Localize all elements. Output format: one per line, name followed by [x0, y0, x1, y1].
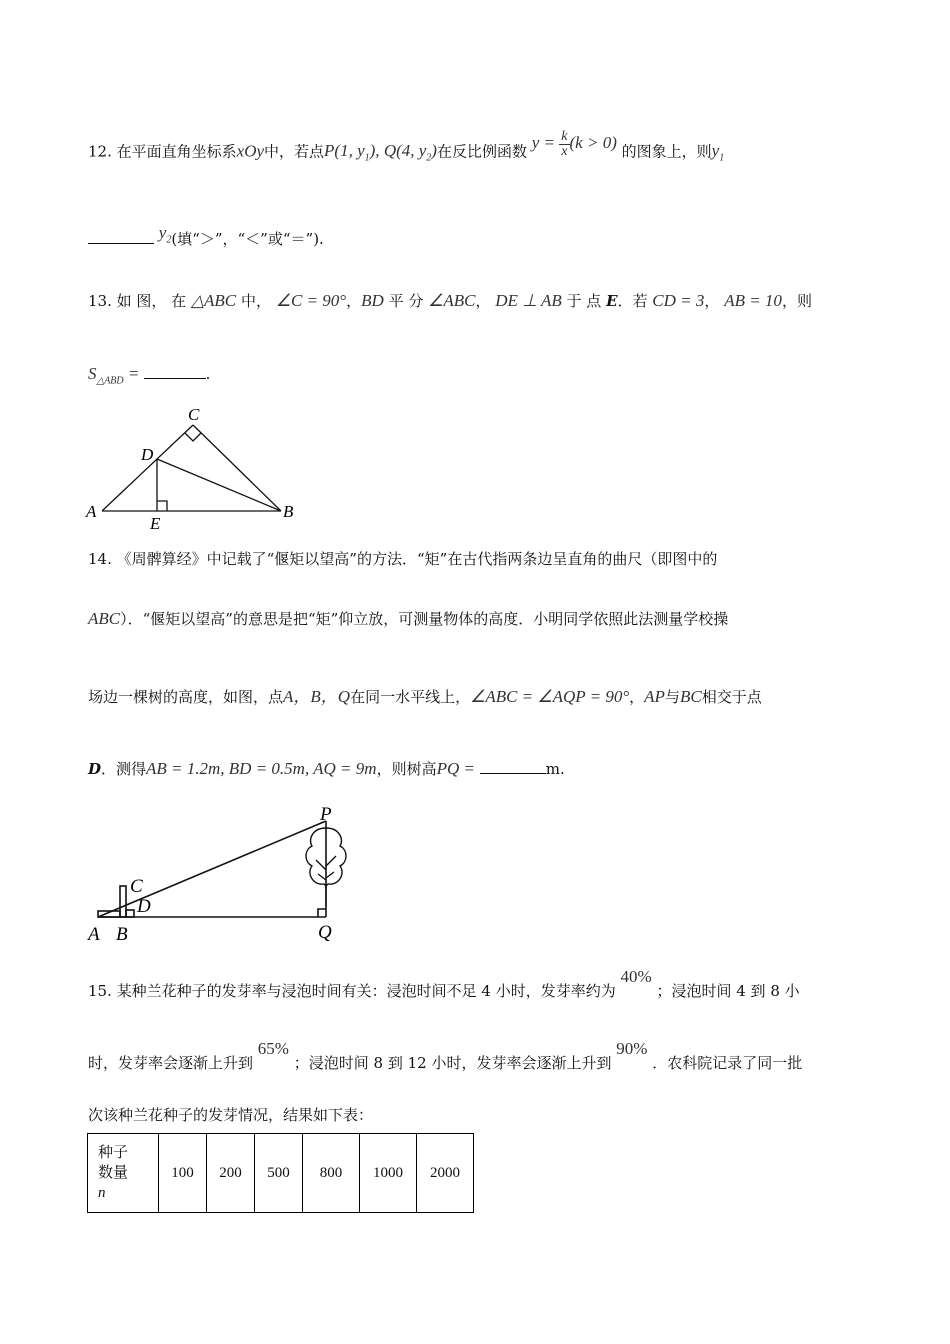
- segment-db: [157, 459, 281, 511]
- q14-line2: ABC）．“偃矩以望高”的意思是把“矩”仰立放，可测量物体的高度．小明同学依照此法测量学校操: [88, 609, 729, 628]
- q13-line2: $S_{\triangle ABD}$ = .: [88, 364, 211, 387]
- q12-line2: $y_2$(填“＞”，“＜”或“＝”).: [88, 228, 324, 251]
- label-a: A: [88, 924, 100, 945]
- table-cell: 500: [255, 1134, 303, 1213]
- right-angle-e: [157, 501, 167, 511]
- right-angle-q: [318, 909, 326, 917]
- ruler-vertical: [120, 886, 126, 917]
- answer-blank[interactable]: [480, 773, 546, 774]
- q14-line4: D．测得AB = 1.2m, BD = 0.5m, AQ = 9m，则树高PQ = m.: [88, 759, 565, 778]
- label-d: D: [141, 445, 154, 464]
- q13-line1: 13. 如 图， 在 △ABC 中， ∠C = 90°，BD 平 分 ∠ABC， DE ⊥ AB 于 点 E．若 CD = 3， AB = 10，则: [88, 291, 812, 310]
- q15-line3: 次该种兰花种子的发芽情况，结果如下表：: [88, 1106, 374, 1124]
- label-q: Q: [318, 922, 332, 943]
- right-angle-b: [126, 910, 134, 917]
- label-b: B: [116, 924, 128, 945]
- label-a: A: [86, 502, 97, 521]
- table-cell: 200: [207, 1134, 255, 1213]
- label-p: P: [320, 804, 332, 825]
- table-cell: 100: [159, 1134, 207, 1213]
- answer-blank[interactable]: [144, 378, 206, 379]
- q12-line1: 12. 在平面直角坐标系xOy中，若点P(1, $y_1$), Q(4, $y_2$)在反比例函数 y = $\frac{k}{x}$ (k > 0) 的图象上，则$y_1$: [88, 129, 725, 164]
- table-row: [88, 1134, 474, 1213]
- label-d: D: [137, 896, 151, 917]
- point-p: P(1, $y_1$),: [324, 141, 384, 164]
- q15-line2: 时，发芽率会逐渐上升到 65% ；浸泡时间 8 到 12 小时，发芽率会逐渐上升到 90% ．农科院记录了同一批: [88, 1039, 803, 1072]
- q14-line3: 场边一棵树的高度，如图，点A，B，Q在同一水平线上，∠ABC = ∠AQP = 90°，AP与BC相交于点: [88, 687, 762, 706]
- answer-blank[interactable]: [88, 243, 154, 244]
- label-c: C: [130, 876, 143, 897]
- q15-line1: 15. 某种兰花种子的发芽率与浸泡时间有关：浸泡时间不足 4 小时，发芽率约为 40% ；浸泡时间 4 到 8 小: [88, 967, 800, 1000]
- table-cell: 1000: [360, 1134, 417, 1213]
- label-e: E: [150, 514, 161, 533]
- segment-cb: [193, 425, 281, 511]
- table-header-cell: 种子 数量 n: [88, 1134, 159, 1213]
- sight-line-ap: [98, 821, 326, 917]
- area-expression: $S_{\triangle ABD}$ =: [88, 364, 144, 387]
- right-angle-c: [185, 433, 201, 441]
- seed-table: [87, 1133, 474, 1213]
- label-b: B: [283, 502, 294, 521]
- inverse-function: y = $\frac{k}{x}$ (k > 0): [531, 129, 617, 159]
- table-cell: 800: [303, 1134, 360, 1213]
- q12-number: 12.: [88, 142, 112, 161]
- figure-14-tree: [80, 800, 360, 950]
- figure-13-triangle: [80, 400, 310, 535]
- table-cell: 2000: [417, 1134, 474, 1213]
- q14-line1: 14. 《周髀算经》中记载了“偃矩以望高”的方法．“矩”在古代指两条边呈直角的曲尺（即图中的: [88, 550, 718, 568]
- point-q: Q(4, $y_2$): [383, 141, 437, 164]
- label-c: C: [188, 405, 200, 424]
